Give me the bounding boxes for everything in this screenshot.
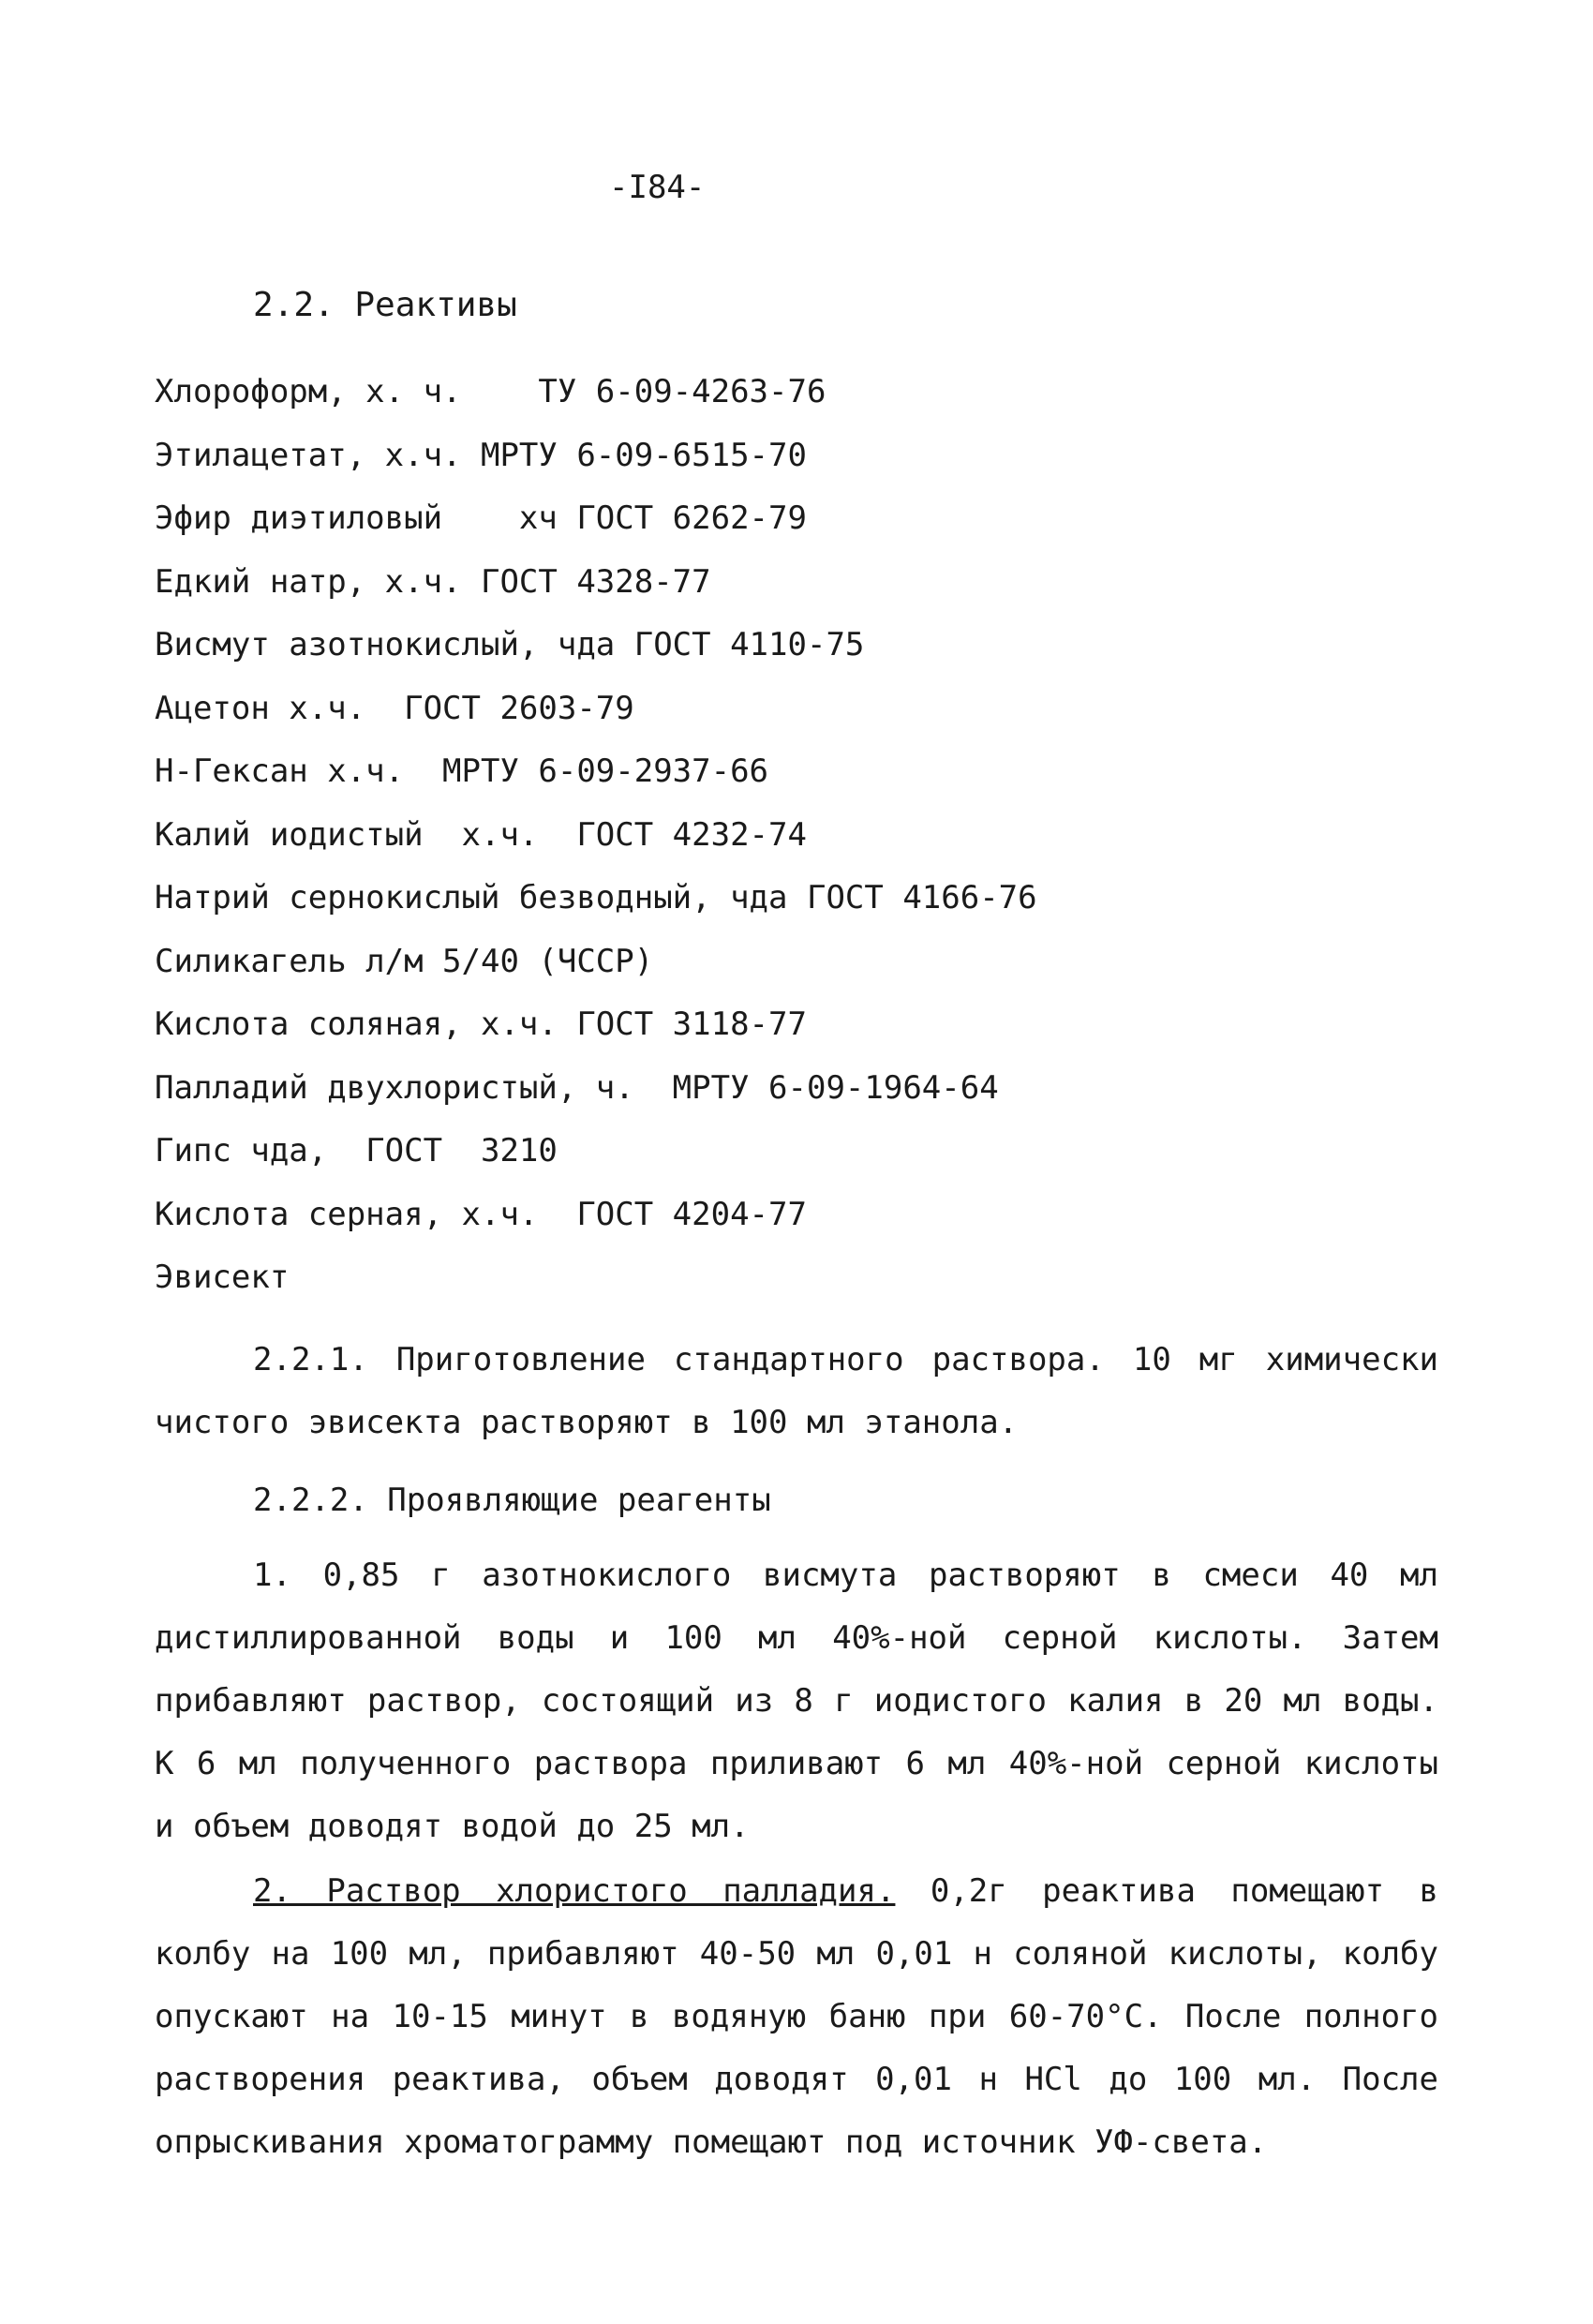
- list-item: Этилацетат, х.ч. МРТУ 6-09-6515-70: [155, 436, 807, 474]
- list-item: Ацетон х.ч. ГОСТ 2603-79: [155, 689, 634, 727]
- list-item: Палладий двухлористый, ч. МРТУ 6-09-1964-64: [155, 1068, 999, 1107]
- list-item: Эвисект: [155, 1259, 290, 1296]
- page-number: -I84-: [609, 169, 706, 206]
- list-item: Едкий натр, х.ч. ГОСТ 4328-77: [155, 562, 711, 601]
- list-item: Натрий сернокислый безводный, чда ГОСТ 4166-76: [155, 879, 1037, 916]
- reagent-list: [155, 361, 1037, 1310]
- subsection-heading: 2.2.2. Проявляющие реагенты: [253, 1482, 771, 1519]
- list-item: Кислота соляная, х.ч. ГОСТ 3118-77: [155, 1006, 807, 1043]
- list-item: Эфир диэтиловый хч ГОСТ 6262-79: [155, 499, 807, 537]
- reagent-2-text: 0,2г реактива помещают в колбу на 100 мл, прибавляют 40-50 мл 0,01 н соляной кислоты, колбу опускают на 10-15 минут в водяную баню при 60-70°С. После полного растворения реактива, объем доводят 0,01 н HCl до 100 мл. После опрыскивания хроматограмму помещают под источник УФ-света.: [155, 1872, 1439, 2161]
- list-item: Кислота серная, х.ч. ГОСТ 4204-77: [155, 1195, 807, 1233]
- list-item: Силикагель л/м 5/40 (ЧССР): [155, 942, 654, 980]
- list-item: Гипс чда, ГОСТ 3210: [155, 1132, 558, 1169]
- reagent-2-label: 2. Раствор хлористого палладия.: [253, 1872, 896, 1910]
- section-heading: 2.2. Реактивы: [253, 286, 517, 324]
- list-item: Висмут азотнокислый, чда ГОСТ 4110-75: [155, 626, 865, 663]
- list-item: Калий иодистый х.ч. ГОСТ 4232-74: [155, 815, 807, 854]
- standard-solution-paragraph: 2.2.1. Приготовление стандартного раствора. 10 мг химически чистого эвисекта растворяют в 100 мл этанола.: [155, 1341, 1438, 1441]
- list-item: Н-Гексан х.ч. МРТУ 6-09-2937-66: [155, 752, 769, 790]
- reagent-2-paragraph: [155, 1860, 1438, 2174]
- list-item: Хлороформ, х. ч. ТУ 6-09-4263-76: [155, 373, 826, 410]
- reagent-1-paragraph: 1. 0,85 г азотнокислого висмута растворяют в смеси 40 мл дистиллированной воды и 100 мл 40%-ной серной кислоты. Затем прибавляют раствор, состоящий из 8 г иодистого калия в 20 мл воды. К 6 мл полученного раствора приливают 6 мл 40%-ной серной кислоты и объем доводят водой до 25 мл.: [155, 1557, 1438, 1845]
